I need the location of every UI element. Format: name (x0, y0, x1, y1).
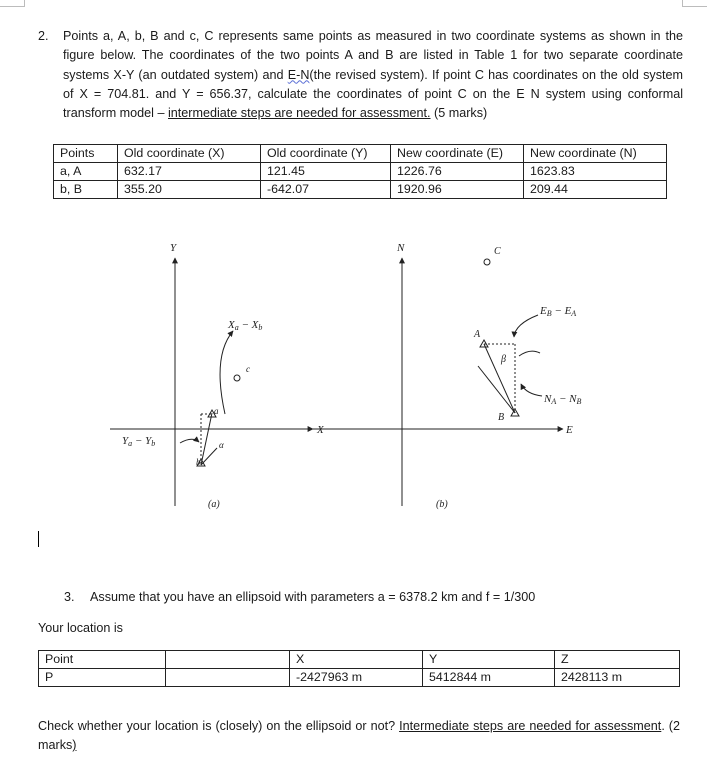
angle-arm-line-b (478, 366, 515, 413)
question-2-text (63, 27, 683, 123)
table-cell: 632.17 (118, 163, 261, 181)
right-axis-e-label: E (566, 424, 573, 436)
de-label-e: E (540, 305, 547, 317)
segment-ab-line (201, 413, 212, 465)
segment-AB-line (484, 344, 515, 413)
dn-leader-line (521, 384, 542, 396)
dx-label-minus: − (238, 319, 252, 331)
angle-alpha-label: α (219, 440, 224, 450)
check-underlined-note: Intermediate steps are needed for assessment (399, 719, 662, 733)
table-header-cell: Old coordinate (X) (118, 145, 261, 163)
dn-label-n2: N (569, 393, 577, 405)
left-axis-x-label: X (317, 424, 324, 436)
question-2-underlined-note: intermediate steps are needed for assessment. (168, 106, 431, 121)
dx-label-x2: X (251, 319, 259, 331)
point-C-label: C (494, 246, 501, 257)
page-corner-mark-right (682, 0, 707, 7)
dx-label (227, 319, 262, 332)
table-row (54, 181, 667, 199)
de-leader-line (514, 315, 538, 337)
dy-label-y2: Y (145, 435, 152, 447)
text-cursor (38, 531, 39, 547)
table-cell: 1226.76 (391, 163, 524, 181)
question-3-number: 3. (64, 590, 75, 604)
page-corner-mark-left (0, 0, 25, 7)
figure-canvas (100, 236, 620, 516)
table-cell: a, A (54, 163, 118, 181)
table-cell: -2427963 m (290, 669, 423, 687)
question-2-text-part-2: (the revised system). If point C has coordinates on the old system of X = 704.81. and Y = 656.37, calculate the coordinates of point C on the E N system using conformal transform model – (63, 67, 683, 121)
dn-label-minus: − (556, 393, 570, 405)
dn-label-sub-a: A (551, 397, 557, 406)
dy-label-sub-b: b (151, 439, 156, 448)
check-marks-text: . (2 marks (38, 719, 681, 753)
table-cell: 209.44 (524, 181, 667, 199)
dy-leader-line (180, 439, 199, 443)
table-cell: 2428113 m (555, 669, 680, 687)
dx-label-sub-a: a (234, 323, 239, 332)
caption-a: (a) (208, 499, 220, 510)
table-row (39, 669, 680, 687)
table-header-row (54, 145, 667, 163)
table-row (54, 163, 667, 181)
de-label-sub-a: A (571, 309, 577, 318)
dy-label (122, 435, 155, 448)
point-c-label: c (246, 364, 250, 374)
dx-label-sub-b: b (258, 323, 263, 332)
dy-label-y: Y (122, 435, 129, 447)
dy-label-sub-a: a (128, 439, 133, 448)
de-label (539, 305, 576, 318)
table-header-cell: Old coordinate (Y) (261, 145, 391, 163)
dn-label (543, 393, 582, 406)
table-cell: 121.45 (261, 163, 391, 181)
point-a-label: a (214, 406, 219, 416)
table-cell (166, 669, 290, 687)
table-header-cell: Y (423, 651, 555, 669)
coordinate-systems-figure (100, 236, 620, 516)
right-axis-n-label: N (397, 242, 405, 254)
question-3 (64, 590, 535, 604)
location-label: Your location is (38, 621, 123, 635)
check-marks-paren: ) (72, 738, 77, 753)
table-cell: 355.20 (118, 181, 261, 199)
point-C-marker (484, 259, 490, 265)
table-header-cell: New coordinate (N) (524, 145, 667, 163)
question-3-text: Assume that you have an ellipsoid with parameters a = 6378.2 km and f = 1/300 (90, 590, 536, 604)
angle-beta-label: β (501, 354, 506, 365)
table-cell: 1623.83 (524, 163, 667, 181)
question-2 (38, 27, 683, 123)
dx-leader-line (220, 331, 233, 414)
dx-label-x: X (228, 319, 235, 331)
table-header-cell: Points (54, 145, 118, 163)
table-2-location (38, 650, 680, 687)
spellcheck-flagged-word[interactable]: E-N (287, 67, 310, 82)
ellipsoid-check-question (38, 717, 680, 756)
left-axis-y-label: Y (170, 242, 177, 254)
table-cell: -642.07 (261, 181, 391, 199)
caption-b: (b) (436, 499, 448, 510)
point-B-label: B (498, 412, 505, 423)
table-header-cell: New coordinate (E) (391, 145, 524, 163)
question-2-number: 2. (38, 29, 49, 43)
de-label-sub-b: B (546, 309, 552, 318)
de-label-e2: E (564, 305, 572, 317)
de-label-minus: − (551, 305, 565, 317)
point-c-marker (234, 375, 240, 381)
table-cell: 5412844 m (423, 669, 555, 687)
table-header-cell (166, 651, 290, 669)
point-b-label: b (196, 457, 201, 467)
right-coordinate-system (312, 258, 563, 506)
table-header-row (39, 651, 680, 669)
angle-beta-arc (519, 351, 540, 356)
table-header-cell: Point (39, 651, 166, 669)
left-coordinate-system (110, 258, 313, 506)
dy-label-minus: − (132, 435, 146, 447)
question-2-text-part-1: Points a, A, b, B and c, C represents same points as measured in two coordinate systems as shown in the figure below. The coordinates of the two points A and B are listed in Table 1 for two separate coordinate systems X-Y (an outdated system) and (63, 29, 683, 82)
dn-label-n: N (544, 393, 552, 405)
table-header-cell: Z (555, 651, 680, 669)
point-A-label: A (474, 329, 481, 340)
table-cell: P (39, 669, 166, 687)
table-1-coordinates (53, 144, 667, 199)
table-header-cell: X (290, 651, 423, 669)
question-2-marks: (5 marks) (430, 106, 488, 121)
table-cell: b, B (54, 181, 118, 199)
table-cell: 1920.96 (391, 181, 524, 199)
check-question-text: Check whether your location is (closely) on the ellipsoid or not? (38, 719, 400, 733)
dn-label-sub-b: B (576, 397, 582, 406)
